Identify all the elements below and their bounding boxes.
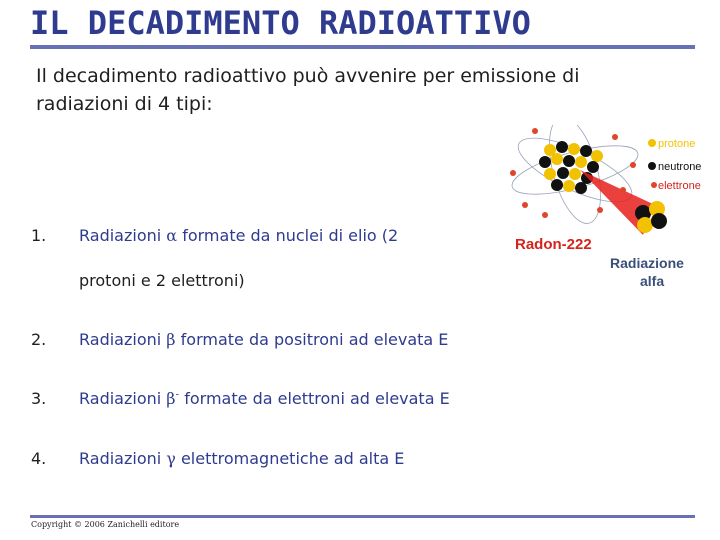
alpha-label-line2: alfa	[640, 273, 665, 289]
nucleus	[539, 141, 603, 194]
item-number: 1.	[31, 226, 47, 245]
item-text	[79, 226, 398, 245]
alpha-particle	[635, 201, 667, 233]
legend-proton: protone	[658, 138, 696, 150]
title-underline	[30, 45, 695, 49]
item-rest: elettromagnetiche ad alta E	[180, 449, 405, 468]
proton-legend-icon	[648, 139, 656, 147]
greek-symbol: γ	[166, 449, 176, 468]
greek-symbol: β	[166, 389, 176, 408]
item-text-continued: protoni e 2 elettroni)	[79, 271, 245, 290]
slide-title: IL DECADIMENTO RADIOATTIVO	[30, 4, 531, 42]
item-rest: formate da nuclei di elio (2	[182, 226, 399, 245]
item-text	[79, 389, 450, 408]
alpha-label-line1: Radiazione	[610, 255, 684, 271]
item-rest: formate da positroni ad elevata E	[180, 330, 449, 349]
electron-legend-icon	[651, 182, 657, 188]
legend-neutron: neutrone	[658, 161, 702, 173]
superscript-minus: -	[175, 389, 180, 401]
item-text	[79, 330, 448, 349]
figure-legend	[648, 138, 701, 192]
item-number: 2.	[31, 330, 47, 349]
copyright-text: Copyright © 2006 Zanichelli editore	[31, 520, 180, 529]
item-number: 4.	[31, 449, 47, 468]
item-prefix: Radiazioni	[79, 226, 162, 245]
item-text	[79, 449, 404, 468]
item-prefix: Radiazioni	[79, 449, 162, 468]
item-number: 3.	[31, 389, 47, 408]
item-prefix: Radiazioni	[79, 330, 162, 349]
item-prefix: Radiazioni	[79, 389, 162, 408]
intro-text: Il decadimento radioattivo può avvenire per emissione di radiazioni di 4 tipi:	[36, 65, 580, 115]
radon-label: Radon-222	[515, 236, 592, 253]
footer-rule	[30, 515, 695, 518]
greek-symbol: β	[166, 330, 176, 349]
legend-electron: elettrone	[658, 180, 701, 192]
greek-symbol: α	[166, 226, 178, 245]
item-rest: formate da elettroni ad elevata E	[184, 389, 450, 408]
alpha-decay-figure	[505, 125, 720, 300]
neutron-legend-icon	[648, 162, 656, 170]
